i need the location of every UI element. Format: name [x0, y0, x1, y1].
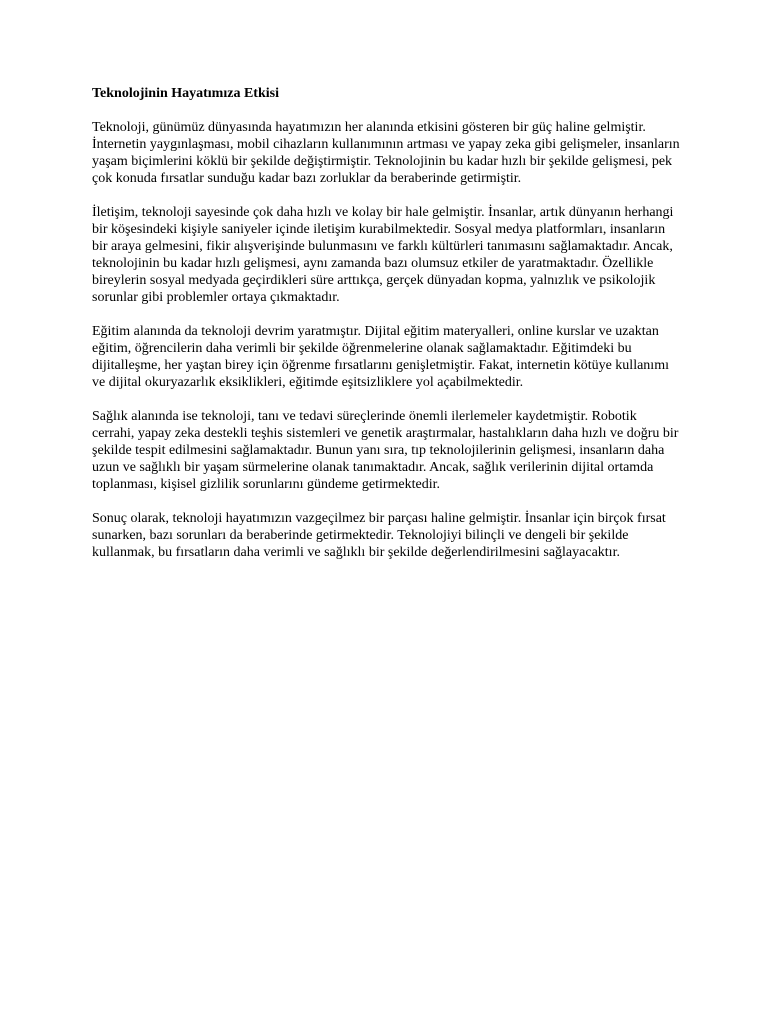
- paragraph-health: Sağlık alanında ise teknoloji, tanı ve tedavi süreçlerinde önemli ilerlemeler kaydetmiştir. Robotik cerrahi, yapay zeka destekli teşhis sistemleri ve genetik araştırmalar, hastalıkların daha hızlı ve doğru bir şekilde tespit edilmesini sağlamaktadır. Bunun yanı sıra, tıp teknolojilerinin gelişmesi, insanların daha uzun ve sağlıklı bir yaşam sürmelerine olanak tanımaktadır. Ancak, sağlık verilerinin dijital ortamda toplanması, kişisel gizlilik sorunlarını gündeme getirmektedir.: [92, 409, 679, 492]
- paragraph-communication: İletişim, teknoloji sayesinde çok daha hızlı ve kolay bir hale gelmiştir. İnsanlar, artık dünyanın herhangi bir köşesindeki kişiyle saniyeler içinde iletişim kurabilmektedir. Sosyal medya platformları, insanların bir araya gelmesini, fikir alışverişinde bulunmasını ve farklı kültürleri tanımasını sağlamaktadır. Ancak, teknolojinin bu kadar hızlı gelişmesi, aynı zamanda bazı olumsuz etkiler de yaratmaktadır. Özellikle bireylerin sosyal medyada geçirdikleri süre arttıkça, gerçek dünyadan kopma, yalnızlık ve psikolojik sorunlar gibi problemler ortaya çıkmaktadır.: [92, 205, 674, 305]
- paragraph-intro: Teknoloji, günümüz dünyasında hayatımızın her alanında etkisini gösteren bir güç haline gelmiştir. İnternetin yaygınlaşması, mobil cihazların kullanımının artması ve yapay zeka gibi gelişmeler, insanların yaşam biçimlerini köklü bir şekilde değiştirmiştir. Teknolojinin bu kadar hızlı bir şekilde gelişmesi, pek çok konuda fırsatlar sunduğu kadar bazı zorluklar da beraberinde getirmiştir.: [92, 120, 680, 186]
- document-title: Teknolojinin Hayatımıza Etkisi: [92, 86, 279, 101]
- paragraph-education: Eğitim alanında da teknoloji devrim yaratmıştır. Dijital eğitim materyalleri, online kurslar ve uzaktan eğitim, öğrencilerin daha verimli bir şekilde öğrenmelerine olanak sağlamaktadır. Eğitimdeki bu dijitalleşme, her yaştan birey için öğrenme fırsatlarını genişletmiştir. Fakat, internetin kötüye kullanımı ve dijital okuryazarlık eksiklikleri, eğitimde eşitsizliklere yol açabilmektedir.: [92, 324, 669, 390]
- document-body: [92, 85, 682, 578]
- paragraph-conclusion: Sonuç olarak, teknoloji hayatımızın vazgeçilmez bir parçası haline gelmiştir. İnsanlar için birçok fırsat sunarken, bazı sorunları da beraberinde getirmektedir. Teknolojiyi bilinçli ve dengeli bir şekilde kullanmak, bu fırsatların daha verimli ve sağlıklı bir şekilde değerlendirilmesini sağlayacaktır.: [92, 511, 666, 560]
